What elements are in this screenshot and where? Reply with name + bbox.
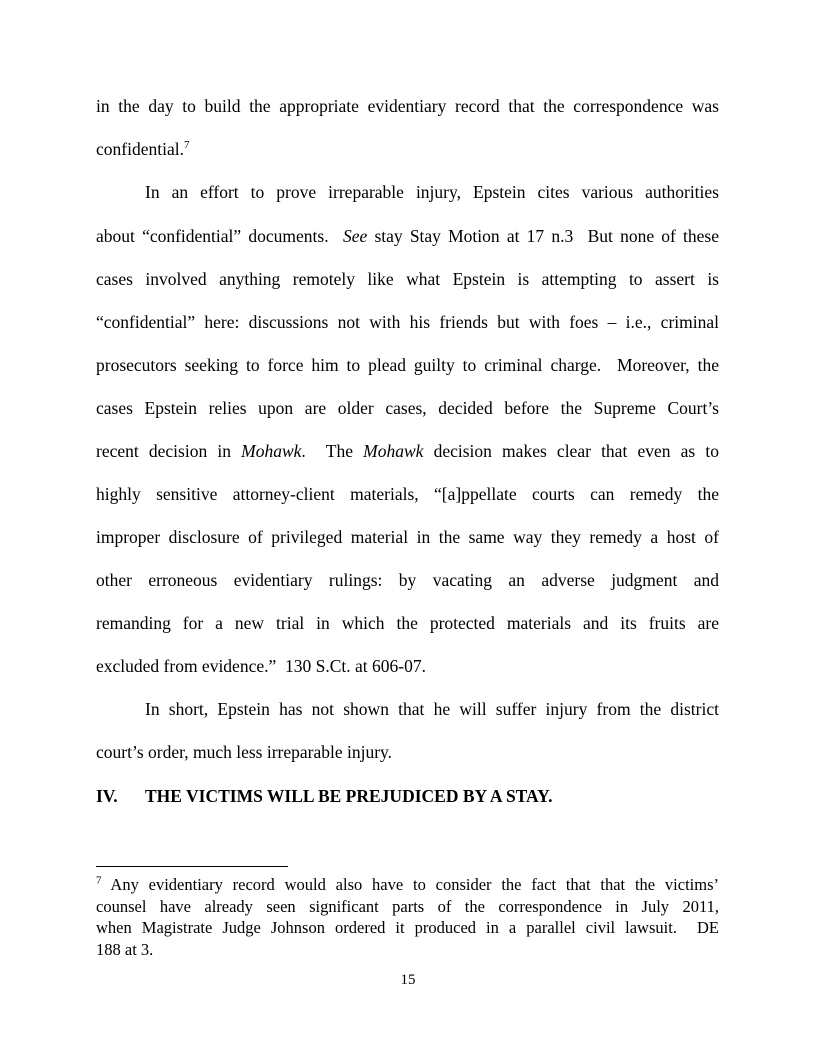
footnote-line [96, 940, 719, 959]
text-run: remanding for a new trial in which the protected materials and its fruits are [96, 613, 719, 633]
text-run: counsel have already seen significant parts of the correspondence in July 2011, [96, 897, 719, 916]
body-line [96, 527, 719, 547]
body-line [96, 742, 719, 762]
body-line [96, 226, 719, 246]
text-run: court’s order, much less irreparable injury. [96, 742, 393, 762]
text-run: In an effort to prove irreparable injury, Epstein cites various authorities [145, 182, 719, 202]
footnote-line [96, 875, 719, 894]
case-name: Mohawk [241, 441, 302, 461]
footnote-reference[interactable]: 7 [183, 139, 190, 152]
body-line [96, 613, 719, 633]
text-run: when Magistrate Judge Johnson ordered it produced in a parallel civil lawsuit. DE [96, 918, 719, 937]
case-name: Mohawk [363, 441, 424, 461]
body-line [96, 570, 719, 590]
text-run: “confidential” here: discussions not with his friends but with foes – i.e., criminal [96, 312, 719, 332]
body-line [145, 699, 719, 719]
body-line [96, 312, 719, 332]
body-line [96, 269, 719, 289]
text-run: improper disclosure of privileged material in the same way they remedy a host of [96, 527, 719, 547]
text-run: prosecutors seeking to force him to plead guilty to criminal charge. Moreover, the [96, 355, 719, 375]
text-run: about “confidential” documents. [96, 226, 343, 246]
page-number: 15 [400, 972, 416, 988]
text-run: In short, Epstein has not shown that he will suffer injury from the district [145, 699, 719, 719]
footnote-marker: 7 [96, 874, 102, 887]
section-title: THE VICTIMS WILL BE PREJUDICED BY A STAY. [145, 786, 553, 806]
text-run: 188 at 3. [96, 940, 154, 959]
signal-word: See [342, 226, 368, 246]
footnote-separator [96, 866, 288, 867]
text-run: highly sensitive attorney-client materials, “[a]ppellate courts can remedy the [96, 484, 719, 504]
body-line [96, 484, 719, 504]
body-line [96, 96, 719, 116]
section-heading [96, 786, 553, 806]
text-run: other erroneous evidentiary rulings: by vacating an adverse judgment and [96, 570, 719, 590]
footnote-line [96, 918, 719, 937]
footnote-line [96, 897, 719, 916]
body-line [96, 441, 719, 461]
body-line [145, 182, 719, 202]
section-number: IV. [96, 786, 118, 806]
text-run: Any evidentiary record would also have to consider the fact that that the victims’ [101, 875, 719, 894]
body-line [96, 398, 719, 418]
text-run: recent decision in [96, 441, 242, 461]
body-line [96, 139, 719, 159]
body-line [96, 355, 719, 375]
text-run: stay Stay Motion at 17 n.3 But none of these [367, 226, 720, 246]
text-run: decision makes clear that even as to [423, 441, 719, 461]
text-run: . The [301, 441, 364, 461]
text-run: cases involved anything remotely like what Epstein is attempting to assert is [96, 269, 719, 289]
body-line [96, 656, 719, 676]
text-run: cases Epstein relies upon are older cases, decided before the Supreme Court’s [96, 398, 719, 418]
text-run: excluded from evidence.” 130 S.Ct. at 606-07. [96, 656, 426, 676]
text-run: in the day to build the appropriate evidentiary record that the correspondence was [96, 96, 719, 116]
text-run: confidential. [96, 139, 184, 159]
